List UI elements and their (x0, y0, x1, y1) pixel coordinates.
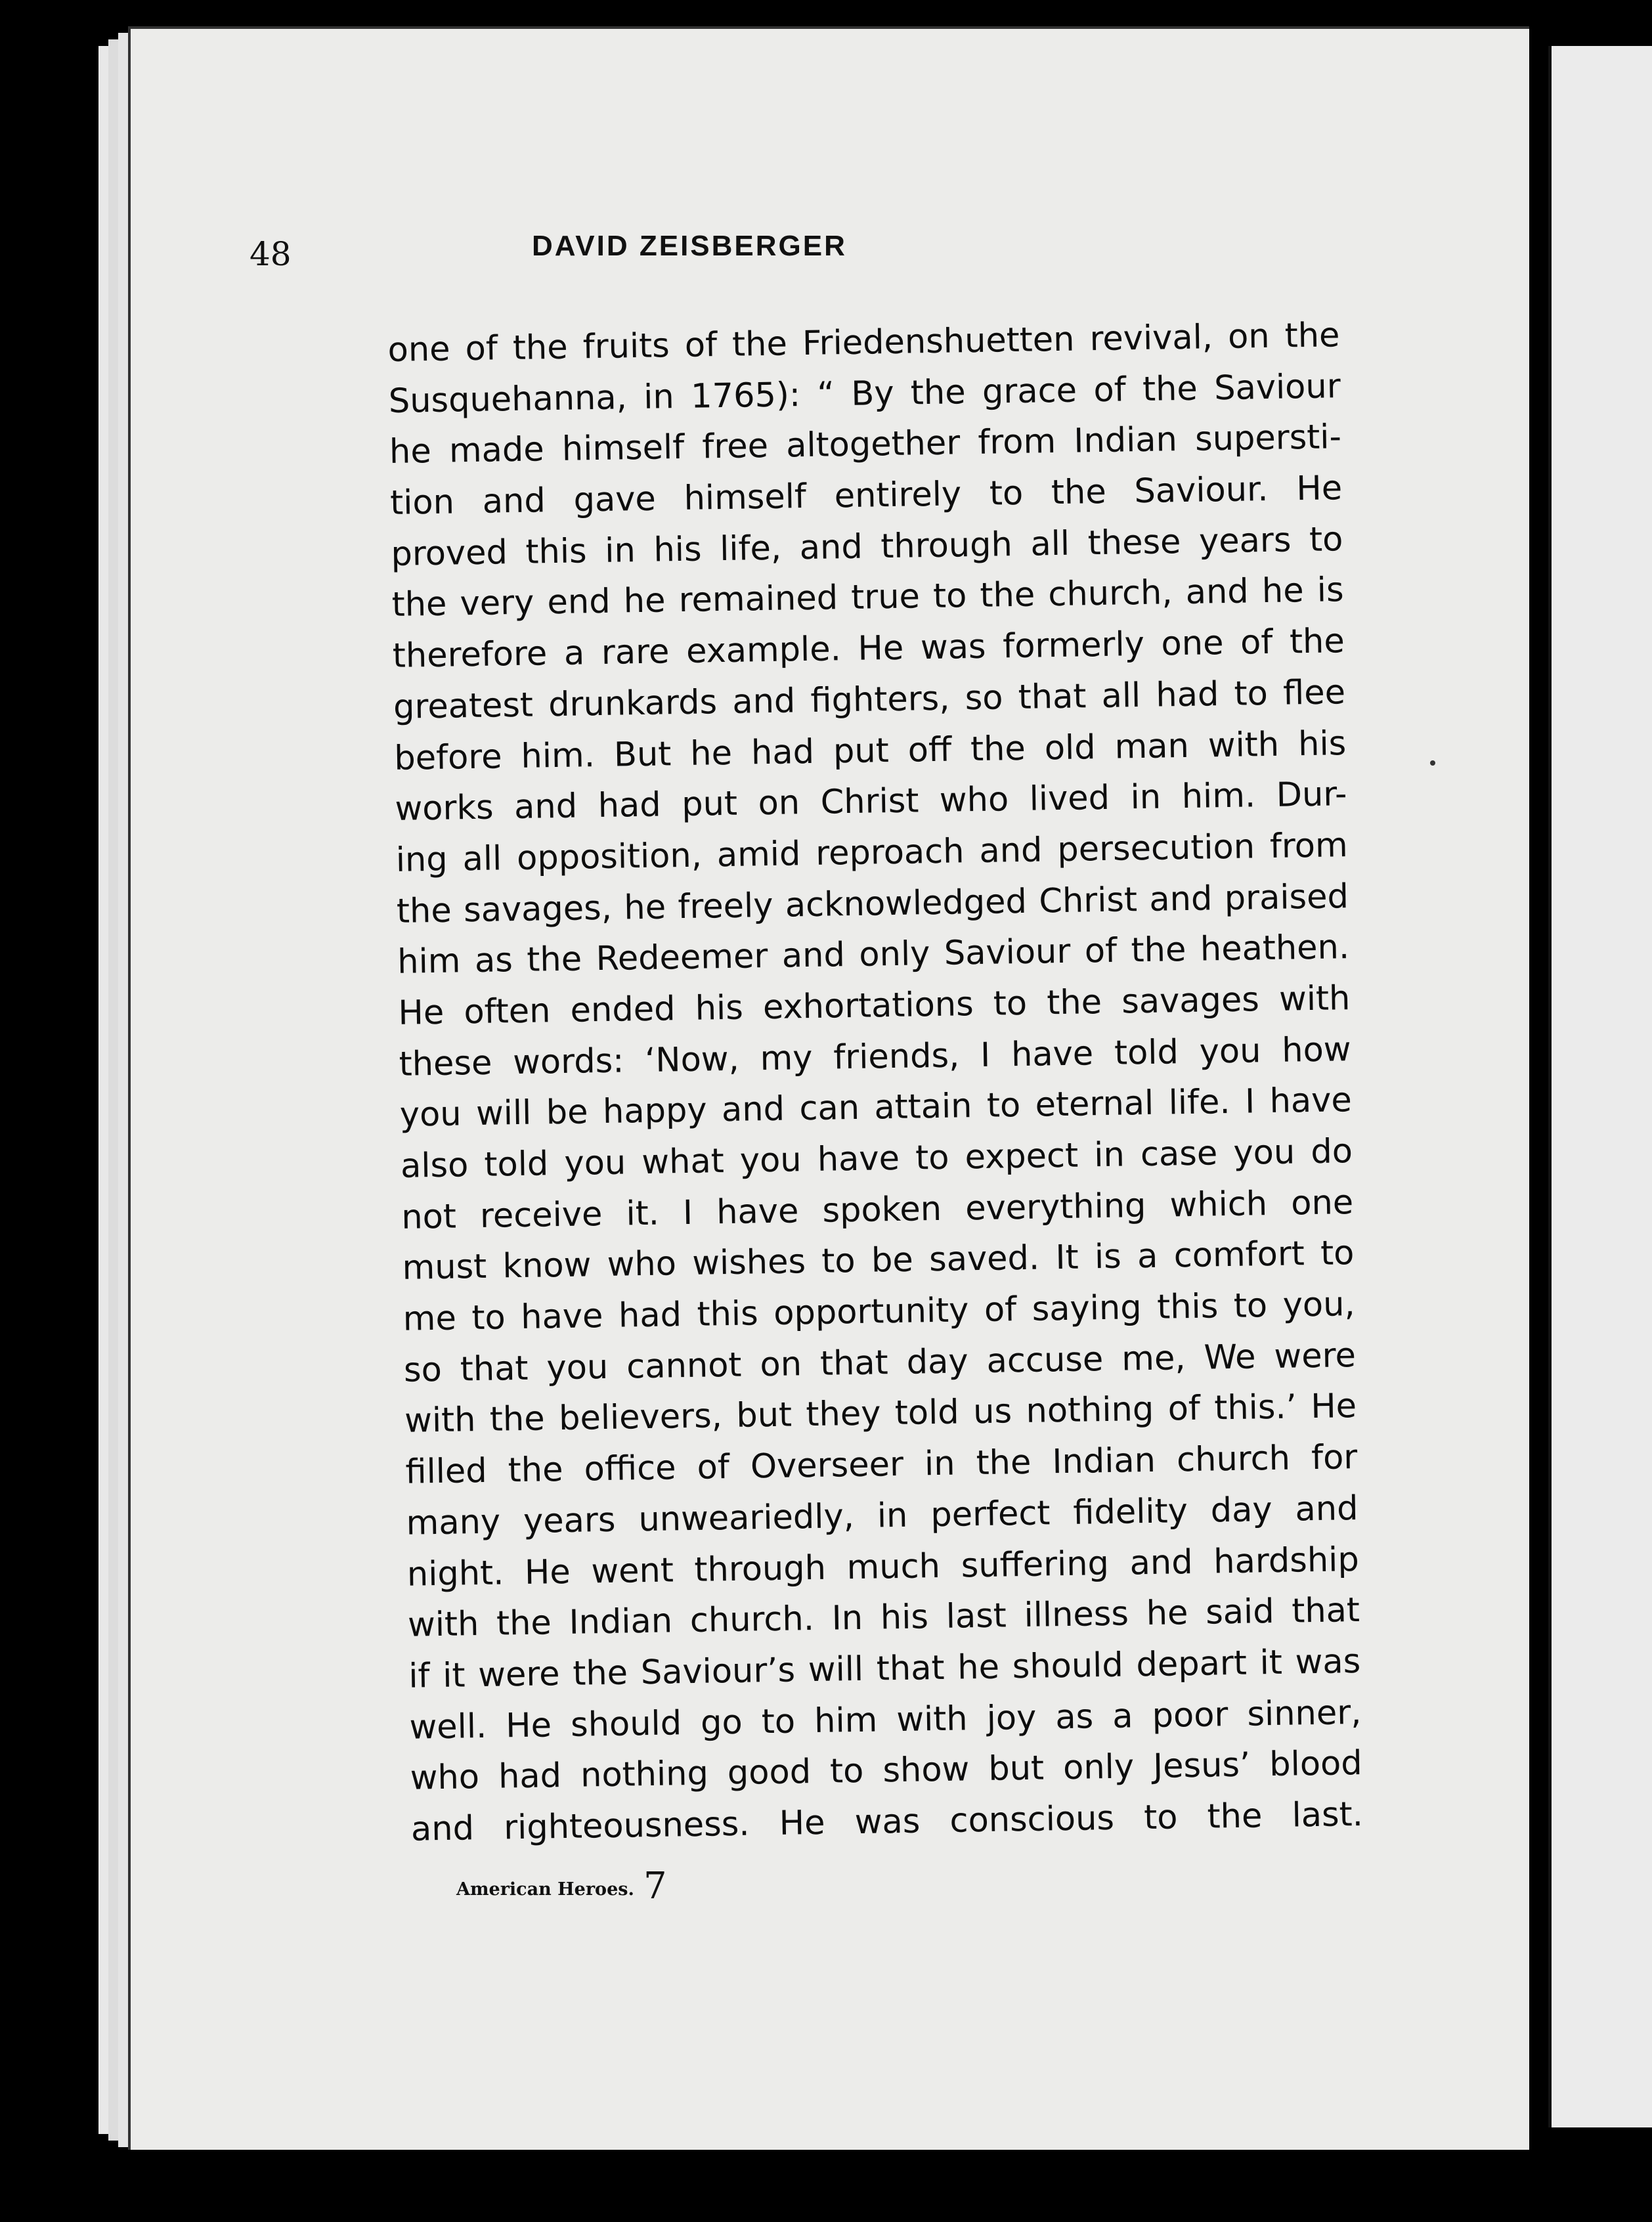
text-line: and righteousness. He was conscious to the last. (410, 1795, 1364, 1849)
text-line: not receive it. I have spoken everything which one (401, 1183, 1354, 1237)
text-line: who had nothing good to show but only Jesus’ blood (410, 1744, 1363, 1798)
text-line: ing all opposition, amid reproach and persecution from (395, 826, 1349, 880)
text-line: with the believers, but they told us nothing of this.’ He (404, 1387, 1357, 1441)
running-title: DAVID ZEISBERGER (532, 230, 847, 262)
page-header (250, 230, 1037, 295)
text-line: you will be happy and can attain to eternal life. I have (399, 1081, 1353, 1135)
page-number: 48 (250, 235, 292, 273)
text-line: He often ended his exhortations to the savages with (398, 979, 1351, 1033)
text-line: many years unweariedly, in perfect fidelity day and (406, 1489, 1359, 1543)
text-line: if it were the Saviour’s will that he should depart it was (408, 1642, 1361, 1696)
text-line: he made himself free altogether from Indian supersti- (389, 418, 1342, 472)
text-line: me to have had this opportunity of saying this to you, (402, 1285, 1356, 1339)
text-line: greatest drunkards and fighters, so that all had to flee (393, 672, 1346, 727)
signature-number: 7 (643, 1865, 667, 1907)
text-line: the very end he remained true to the church, and he is (391, 571, 1344, 625)
scan-speck (1430, 760, 1435, 766)
body-text (387, 310, 1363, 1855)
text-line: must know who wishes to be saved. It is a comfort to (402, 1234, 1355, 1288)
text-line: Susquehanna, in 1765): “ By the grace of the Saviour (388, 366, 1341, 421)
facing-page-edge (1548, 46, 1652, 2127)
text-line: therefore a rare example. He was formerly one of the (392, 622, 1345, 676)
text-line: the savages, he freely acknowledged Christ and praised (396, 877, 1349, 931)
text-line: proved this in his life, and through all these years to (391, 519, 1343, 574)
text-line: filled the office of Overseer in the Indian church for (404, 1438, 1358, 1492)
text-line: these words: ‘Now, my friends, I have told you how (399, 1030, 1351, 1084)
text-line: works and had put on Christ who lived in him. Dur- (395, 775, 1347, 829)
text-line: so that you cannot on that day accuse me, We were (403, 1336, 1357, 1390)
text-line: also told you what you have to expect in case you do (400, 1132, 1353, 1186)
text-line: one of the fruits of the Friedenshuetten revival, on the (387, 316, 1340, 370)
text-line: him as the Redeemer and only Saviour of the heathen. (397, 928, 1350, 982)
signature-source: American Heroes. (456, 1879, 634, 1900)
text-line: with the Indian church. In his last illness he said that (407, 1591, 1360, 1645)
text-line: well. He should go to him with joy as a poor sinner, (409, 1693, 1362, 1747)
text-line: tion and gave himself entirely to the Saviour. He (389, 469, 1343, 523)
text-line: before him. But he had put off the old man with his (393, 724, 1347, 778)
text-line: night. He went through much suffering and hardship (406, 1540, 1360, 1594)
page-footer (456, 1865, 785, 1917)
